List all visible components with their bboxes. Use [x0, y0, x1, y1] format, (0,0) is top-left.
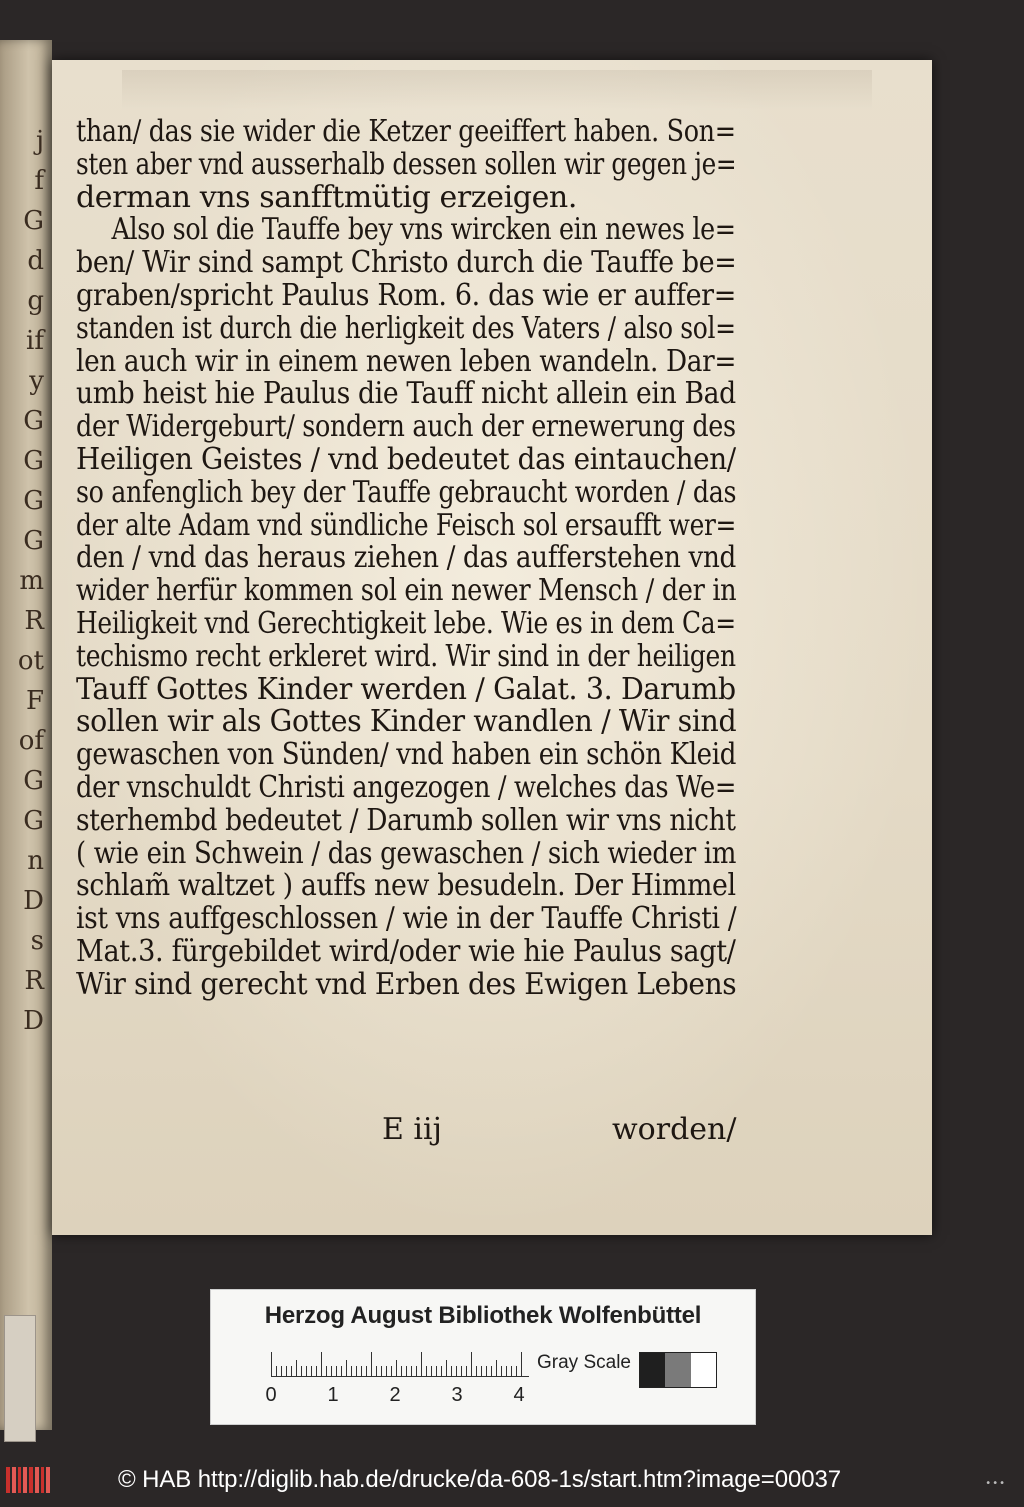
- facing-page-glyph: D: [23, 1006, 44, 1036]
- text-line: Tauff Gottes Kinder werden / Galat. 3. Darumb: [76, 671, 736, 707]
- text-line: sterhembd bedeutet / Darumb sollen wir vns nicht: [76, 802, 736, 838]
- text-line: Heiligkeit vnd Gerechtigkeit lebe. Wie es in dem Ca=: [76, 605, 736, 641]
- text-line: der alte Adam vnd sündliche Feisch sol ersaufft wer=: [76, 507, 737, 543]
- ruler-tick: [461, 1366, 462, 1376]
- facing-page-glyph: y: [29, 366, 44, 396]
- facing-page-glyph: d: [27, 246, 44, 276]
- ruler-tick: [436, 1366, 437, 1376]
- facing-page-glyph: G: [23, 526, 44, 556]
- hab-logo-icon[interactable]: [6, 1467, 50, 1493]
- ruler-scale: [271, 1350, 529, 1377]
- ruler-tick: [481, 1366, 482, 1376]
- facing-page-glyph: G: [23, 406, 44, 436]
- ruler-tick: [341, 1366, 342, 1376]
- ruler-tick: [296, 1360, 297, 1376]
- ruler-tick: [501, 1366, 502, 1376]
- ruler-tick: [401, 1366, 402, 1376]
- facing-page-glyph: n: [27, 846, 44, 876]
- ruler-tick: [366, 1366, 367, 1376]
- text-line: Also sol die Tauffe bey vns wircken ein newes le=: [111, 212, 736, 248]
- facing-page-glyph: j: [35, 126, 44, 156]
- library-label-strip: [4, 1315, 36, 1442]
- ruler-label: 2: [389, 1384, 401, 1406]
- ruler-tick: [421, 1352, 422, 1376]
- facing-page-glyph: D: [23, 886, 44, 916]
- text-line: len auch wir in einem newen leben wandeln. Dar=: [76, 343, 737, 379]
- ruler-tick: [336, 1366, 337, 1376]
- ruler-tick: [476, 1366, 477, 1376]
- text-line: sten aber vnd ausserhalb dessen sollen wir gegen je=: [76, 146, 737, 182]
- copyright-url[interactable]: © HAB http://diglib.hab.de/drucke/da-608-1s/start.htm?image=00037: [118, 1466, 841, 1493]
- ruler-tick: [506, 1366, 507, 1376]
- text-line: ben/ Wir sind sampt Christo durch die Tauffe be=: [76, 245, 737, 281]
- facing-page-edge: [0, 40, 52, 1430]
- text-line: wider herfür kommen sol ein newer Mensch / der in: [76, 573, 737, 609]
- ruler-tick: [496, 1360, 497, 1376]
- ruler-tick: [326, 1366, 327, 1376]
- text-line: umb heist hie Paulus die Tauff nicht allein ein Bad: [76, 376, 736, 412]
- ruler-tick: [466, 1366, 467, 1376]
- ruler-tick: [451, 1366, 452, 1376]
- gray-swatch: [640, 1353, 665, 1387]
- ruler-tick: [396, 1360, 397, 1376]
- facing-page-glyph: ot: [17, 646, 44, 676]
- ruler-tick: [511, 1366, 512, 1376]
- ruler-tick: [426, 1366, 427, 1376]
- facing-page-glyph: R: [24, 606, 44, 636]
- ruler-tick: [456, 1366, 457, 1376]
- facing-page-glyph: G: [23, 766, 44, 796]
- ruler-tick: [441, 1366, 442, 1376]
- ruler-tick: [491, 1366, 492, 1376]
- ruler-tick: [446, 1360, 447, 1376]
- ruler-label: 1: [327, 1384, 339, 1406]
- text-line: Mat.3. fürgebildet wird/oder wie hie Paulus sagt/: [76, 933, 736, 969]
- ruler-tick: [351, 1366, 352, 1376]
- ruler-tick: [301, 1366, 302, 1376]
- ruler-tick: [316, 1366, 317, 1376]
- text-line: graben/spricht Paulus Rom. 6. das wie er auffer=: [76, 277, 736, 313]
- ruler-tick: [416, 1366, 417, 1376]
- ruler-label: 3: [451, 1384, 463, 1406]
- facing-page-glyph: G: [23, 806, 44, 836]
- facing-page-glyph: R: [24, 966, 44, 996]
- ruler-tick: [346, 1360, 347, 1376]
- ruler-label: 4: [513, 1384, 525, 1406]
- text-line: ist vns auffgeschlossen / wie in der Tauffe Christi /: [76, 901, 737, 937]
- ruler-tick: [361, 1366, 362, 1376]
- text-line: than/ das sie wider die Ketzer geeiffert haben. Son=: [76, 114, 736, 149]
- ruler-label: 0: [265, 1384, 277, 1406]
- text-line: standen ist durch die herligkeit des Vaters / also sol=: [76, 310, 736, 346]
- gray-scale-label: Gray Scale: [537, 1352, 631, 1373]
- text-line: den / vnd das heraus ziehen / das aufferstehen vnd: [76, 540, 736, 576]
- ruler-tick: [311, 1366, 312, 1376]
- ruler-tick: [356, 1366, 357, 1376]
- text-line: sollen wir als Gottes Kinder wandlen / Wir sind: [76, 704, 737, 740]
- library-name: Herzog August Bibliothek Wolfenbüttel: [264, 1302, 702, 1329]
- show-through-shadow: [122, 70, 872, 110]
- signature-mark: E iij: [382, 1112, 442, 1147]
- ruler-tick: [281, 1366, 282, 1376]
- text-line: der Widergeburt/ sondern auch der ernewerung des: [76, 409, 736, 445]
- page-text-block: [76, 116, 736, 1002]
- facing-page-glyph: G: [23, 206, 44, 236]
- text-line: ( wie ein Schwein / das gewaschen / sich wieder im: [76, 835, 737, 871]
- facing-page-glyph: g: [27, 286, 44, 316]
- text-line: der vnschuldt Christi angezogen / welches das We=: [76, 769, 737, 805]
- ruler-tick: [406, 1366, 407, 1376]
- text-line: so anfenglich bey der Tauffe gebraucht worden / das: [76, 474, 737, 510]
- text-line: Wir sind gerecht vnd Erben des Ewigen Lebens: [76, 966, 737, 1002]
- facing-page-glyph: of: [18, 726, 44, 756]
- facing-page-glyph: m: [19, 566, 44, 596]
- facing-page-glyph: if: [26, 326, 44, 356]
- ruler-tick: [331, 1366, 332, 1376]
- text-line: derman vns sanfftmütig erzeigen.: [76, 179, 577, 215]
- ruler-tick: [276, 1366, 277, 1376]
- facing-page-glyph: f: [34, 166, 44, 196]
- gray-scale-swatches: [639, 1352, 717, 1388]
- ruler-tick: [376, 1366, 377, 1376]
- ruler-tick: [291, 1366, 292, 1376]
- book-page: [52, 60, 932, 1235]
- ruler-tick: [486, 1366, 487, 1376]
- text-line: schlam̃ waltzet ) auffs new besudeln. Der Himmel: [76, 868, 736, 904]
- ruler-tick: [286, 1366, 287, 1376]
- gray-swatch: [665, 1353, 690, 1387]
- ruler-tick: [306, 1366, 307, 1376]
- text-line: gewaschen von Sünden/ vnd haben ein schön Kleid: [76, 737, 737, 773]
- ruler-tick: [471, 1352, 472, 1376]
- ruler-tick: [391, 1366, 392, 1376]
- facing-page-glyph: G: [23, 486, 44, 516]
- catchword: worden/: [612, 1112, 737, 1147]
- ruler-tick: [371, 1352, 372, 1376]
- ruler-tick: [271, 1352, 272, 1376]
- gray-swatch: [691, 1353, 716, 1387]
- ruler-tick: [411, 1366, 412, 1376]
- ruler-tick: [516, 1366, 517, 1376]
- facing-page-glyph: F: [25, 686, 44, 716]
- ruler-tick: [386, 1366, 387, 1376]
- ruler-tick: [521, 1352, 522, 1376]
- text-line: techismo recht erkleret wird. Wir sind in der heiligen: [76, 638, 736, 674]
- ruler-tick: [431, 1366, 432, 1376]
- color-calibration-card: [210, 1289, 756, 1425]
- ruler-tick: [321, 1352, 322, 1376]
- facing-page-glyph: G: [23, 446, 44, 476]
- more-options-icon[interactable]: •••: [985, 1478, 1006, 1489]
- page-footer: [52, 1112, 932, 1152]
- text-line: Heiligen Geistes / vnd bedeutet das eintauchen/: [76, 441, 736, 477]
- ruler-tick: [381, 1366, 382, 1376]
- facing-page-glyph: s: [30, 926, 44, 956]
